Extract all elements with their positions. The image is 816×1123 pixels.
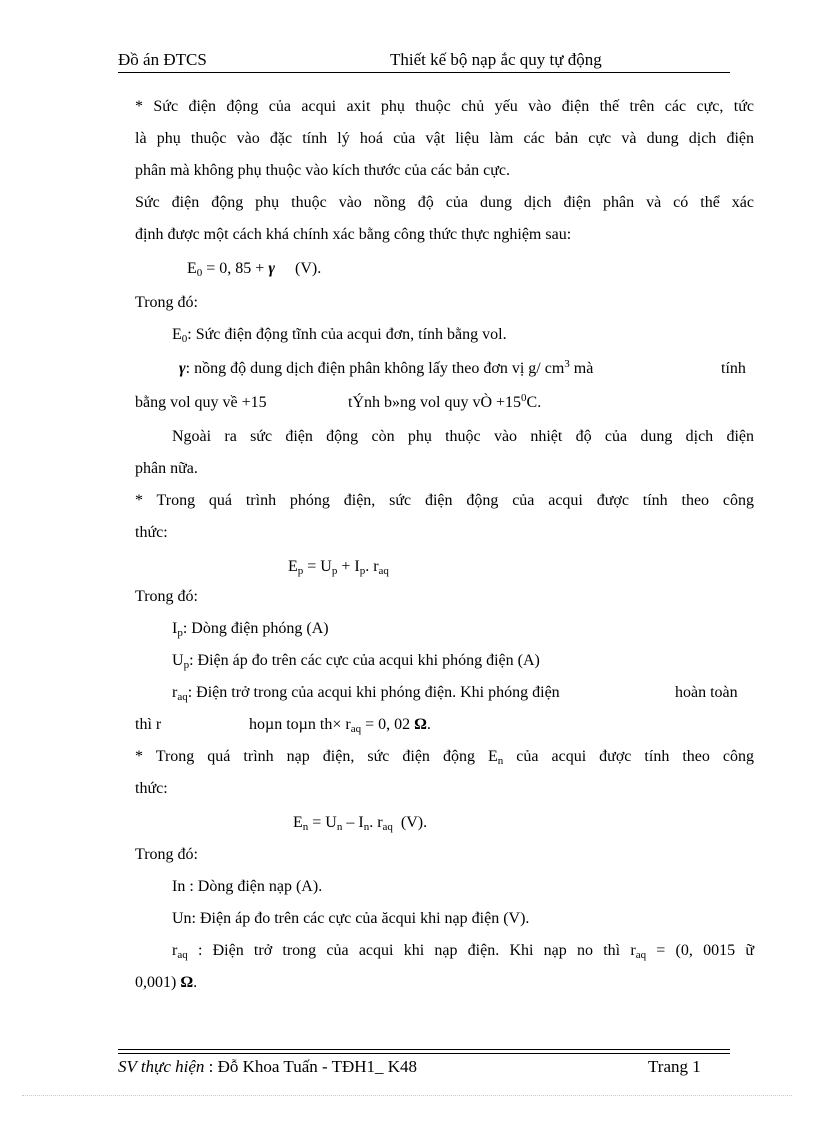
paragraph-line: Ngoài ra sức điện động còn phụ thuộc vào nhiệt độ của dung dịch điện (172, 428, 754, 445)
page-edge-dotted (22, 1095, 792, 1096)
garbled-text: hoµn toµn $th\times r_{aq} = 0$, 02 Ω. (249, 716, 431, 735)
definition-line: $E_0$: Sức điện động tĩnh của acqui đơn, tính bằng vol. (172, 326, 507, 345)
paragraph-line: * Trong quá trình phóng điện, sức điện động của acqui được tính theo công (135, 492, 754, 509)
paragraph-line: định được một cách khá chính xác bằng công thức thực nghiệm sau: (135, 226, 572, 243)
gamma-symbol: γ (268, 260, 275, 277)
definition-line: Un: Điện áp đo trên các cực của ăcqui khi nạp điện (V). (172, 910, 530, 927)
definition-line: bằng vol quy về +15 (135, 394, 267, 411)
trong-do-label: Trong đó: (135, 588, 198, 605)
definition-line: 0,001) Ω. (135, 974, 198, 991)
paragraph-line: * Sức điện động của acqui axit phụ thuộc chủ yếu vào điện thế trên các cực, tức (135, 98, 754, 115)
footer-rule (118, 1053, 730, 1054)
formula-en: $E_n = U_n - I_n$. $r_{aq}$ (V). (293, 814, 428, 833)
paragraph-line: thức: (135, 780, 168, 797)
definition-line: $I_p$: Dòng điện phóng (A) (172, 620, 329, 639)
ohm-symbol: Ω (180, 974, 194, 991)
trong-do-label: Trong đó: (135, 846, 198, 863)
definition-line: $r_{aq}$ : Điện trở trong của acqui khi nạp điện. Khi nạp no thì $r_{aq} = (0$, 0015 ữ (172, 942, 754, 961)
page-number: Trang 1 (648, 1057, 701, 1076)
definition-line: $r_{aq}$: Điện trở trong của acqui khi phóng điện. Khi phóng điện (172, 684, 560, 703)
paragraph-line: phân mà không phụ thuộc vào kích thước của các bản cực. (135, 162, 511, 179)
header-rule (118, 72, 730, 73)
paragraph-line: thức: (135, 524, 168, 541)
definition-line: γ: nồng độ dung dịch điện phân không lấy theo đơn vị g/ $cm^3$ mà (179, 358, 594, 377)
paragraph-line: phân nữa. (135, 460, 198, 477)
header-right: Thiết kế bộ nạp ắc quy tự động (390, 50, 602, 69)
definition-line: $U_p$: Điện áp đo trên các cực của acqui khi phóng điện (A) (172, 652, 540, 671)
garbled-text: tÝnh b»ng vol quy vÒ $+15^0C$. (348, 392, 542, 411)
page-header (118, 48, 730, 72)
footer-author: SV thực hiện : Đỗ Khoa Tuấn - TĐH1_ K48 (118, 1057, 418, 1076)
formula-ep: $E_p = U_p + I_p$. $r_{aq}$ (288, 558, 389, 577)
header-left: Đồ án ĐTCS (118, 50, 207, 69)
paragraph-line: Sức điện động phụ thuộc vào nồng độ của dung dịch điện phân và có thể xác (135, 194, 754, 211)
paragraph-line: * Trong quá trình nạp điện, sức điện động $E_n$ của acqui được tính theo công (135, 748, 755, 767)
definition-line: In : Dòng điện nạp (A). (172, 878, 323, 895)
gamma-symbol: γ (179, 360, 186, 377)
page-footer (118, 1055, 730, 1079)
paragraph-line: là phụ thuộc vào đặc tính lý hoá của vật liệu làm các bản cực và dung dịch điện (135, 130, 754, 147)
definition-line-end: tính (721, 360, 746, 377)
footer-rule (118, 1049, 730, 1050)
formula-e0: $E_0 = 0$, 85 + γ (V). (187, 260, 322, 279)
definition-line-end: hoàn toàn (675, 684, 738, 701)
ohm-symbol: Ω (414, 716, 427, 733)
definition-line: thì r (135, 716, 162, 733)
trong-do-label: Trong đó: (135, 294, 198, 311)
